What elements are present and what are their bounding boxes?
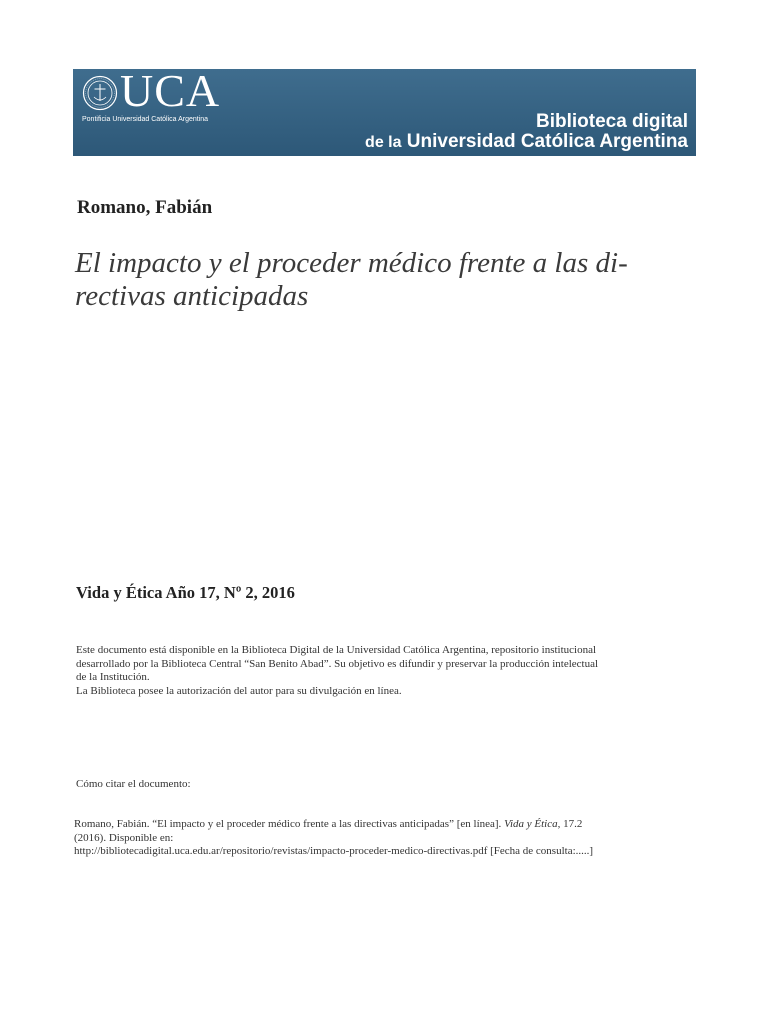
university-seal-icon [82,75,118,111]
library-title-line2 [365,132,688,153]
library-title-prefix: de la [365,134,402,151]
document-title-line1: El impacto y el proceder médico frente a las di- [75,247,628,279]
author-name: Romano, Fabián [77,197,213,218]
notice-line: desarrollado por la Biblioteca Central “San Benito Abad”. Su objetivo es difundir y preservar la producción intelectual [76,657,599,670]
citation-url[interactable]: http://bibliotecadigital.uca.edu.ar/repositorio/revistas/impacto-proceder-medico-directivas.pdf [Fecha de consulta:.....] [74,845,594,857]
library-title-line1: Biblioteca digital [535,111,688,132]
document-title-line2: rectivas anticipadas [75,280,309,312]
citation-line1 [74,818,704,832]
notice-line: La Biblioteca posee la autorización del autor para su divulgación en línea. [76,684,402,697]
citation-line2: (2016). Disponible en: [74,831,174,844]
citation-volume: 17.2 [560,818,583,830]
citation-block [74,818,704,859]
journal-reference: Vida y Ética Año 17, Nº 2, 2016 [76,583,295,602]
notice-line: de la Institución. [76,671,150,683]
university-name: Pontificia Universidad Católica Argentina [82,116,209,123]
notice-line: Este documento está disponible en la Biblioteca Digital de la Universidad Católica Argentina, repositorio institucional [76,644,597,656]
citation-journal: Vida y Ética, [504,818,561,830]
cite-heading: Cómo citar el documento: [76,778,191,790]
library-title-main: Universidad Católica Argentina [406,131,688,152]
availability-notice [76,644,706,698]
library-banner [73,69,696,156]
document-title [75,247,695,313]
uca-logo-text: UCA [120,69,221,116]
citation-text: Romano, Fabián. “El impacto y el proceder médico frente a las directivas anticipadas” [en línea]. [74,818,505,830]
